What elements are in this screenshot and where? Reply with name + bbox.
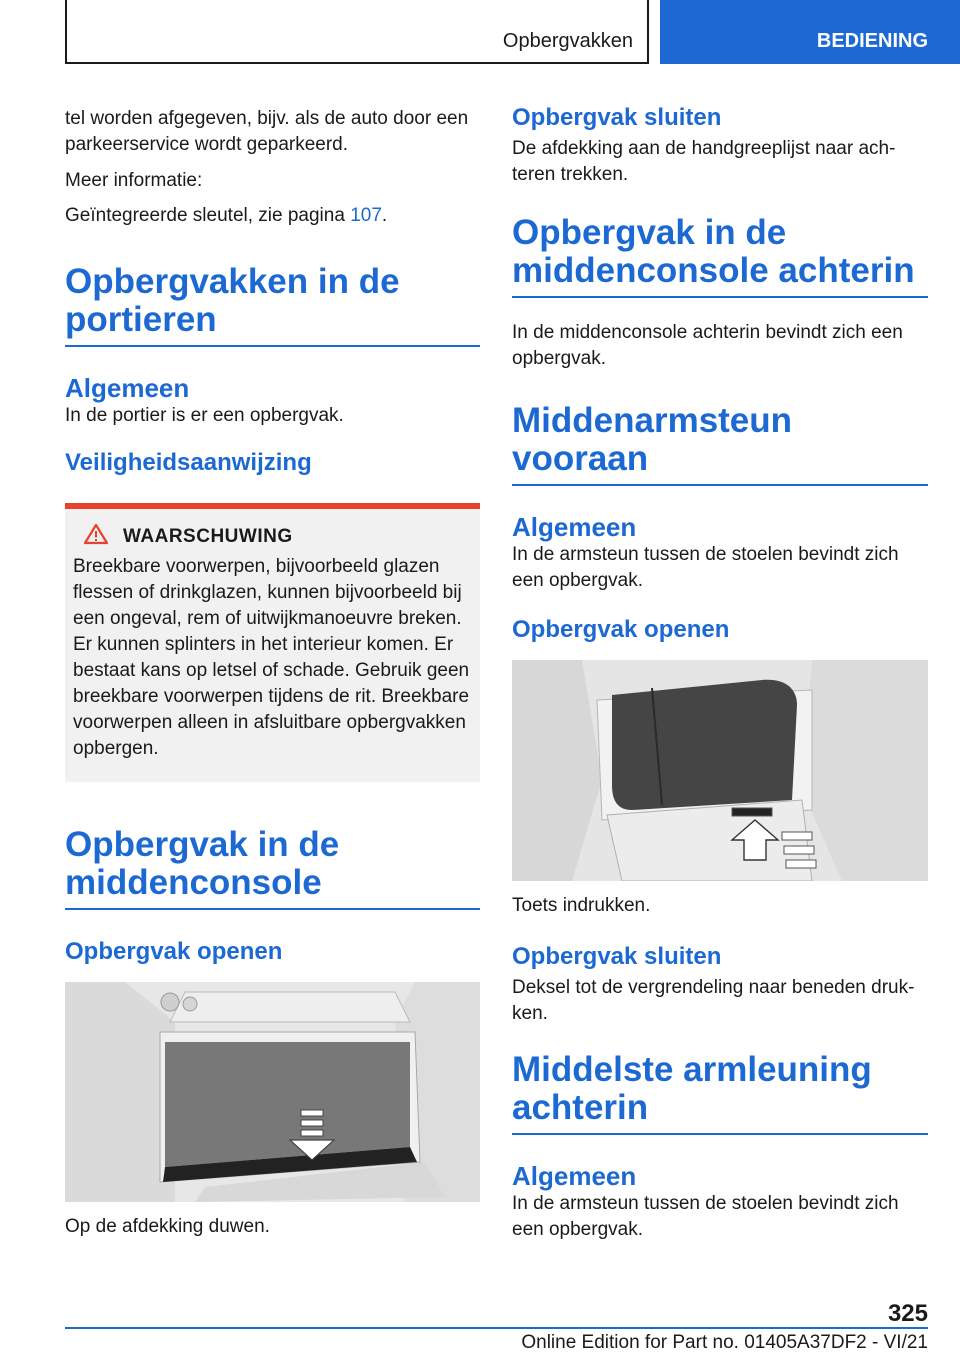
rear-armrest-text: In de armsteun tussen de stoelen bevindt zich een opbergvak. [512, 1193, 899, 1240]
console-compartment-photo [65, 982, 480, 1202]
key-reference-text: Geïntegreerde sleutel, zie pagina [65, 205, 351, 226]
close-armrest-text: Deksel tot de vergrendeling naar beneden drukken. [512, 977, 915, 1024]
armrest-photo [512, 660, 928, 881]
heading-safety: Veiligheidsaanwijzing [65, 449, 312, 476]
heading-rear-armrest: Middelste armleuning achterin [512, 1051, 928, 1135]
page-number: 325 [887, 1300, 928, 1327]
warning-box [65, 503, 480, 782]
heading-close-armrest: Opbergvak sluiten [512, 943, 722, 970]
open-console-caption: Op de afdekking duwen. [65, 1216, 270, 1237]
page-link-107[interactable]: 107 [350, 205, 382, 226]
left-column [65, 100, 480, 1240]
heading-open-console: Opbergvak openen [65, 938, 283, 965]
heading-open-armrest: Opbergvak openen [512, 616, 730, 643]
header-section-box [65, 0, 649, 64]
warning-triangle-icon [83, 523, 109, 550]
key-reference-end: . [381, 205, 388, 226]
heading-front-armrest: Middenarmsteun vooraan [512, 402, 928, 486]
open-armrest-caption: Toets indrukken. [512, 895, 651, 916]
warning-title: WAARSCHUWING [123, 525, 293, 547]
heading-door-compartments: Opbergvakken in de portieren [65, 263, 480, 347]
heading-general-rear-armrest: Algemeen [512, 1161, 637, 1191]
edition-footer: Online Edition for Part no. 01405A37DF2 - VI/21 [521, 1332, 928, 1353]
warning-header [73, 523, 472, 550]
heading-center-console: Opbergvak in de middenconsole [65, 826, 480, 910]
key-reference [65, 203, 480, 229]
section-title: Opbergvakken [502, 30, 633, 52]
front-armrest-text: In de armsteun tussen de stoelen bevindt zich een opbergvak. [512, 544, 899, 591]
more-info-label: Meer informatie: [65, 170, 203, 191]
doors-text: In de portier is er een opbergvak. [65, 405, 344, 426]
heading-close-console: Opbergvak sluiten [512, 104, 722, 131]
chapter-tab [660, 0, 960, 64]
intro-text: tel worden afgegeven, bijv. als de auto door een parkeerservice wordt geparkeerd. [65, 108, 469, 155]
console-rear-text: In de middenconsole achterin bevindt zich een opbergvak. [512, 322, 903, 369]
heading-console-rear: Opbergvak in de middenconsole achterin [512, 214, 928, 298]
warning-text: Breekbare voorwerpen, bijvoorbeeld glazen flessen of drinkglazen, kunnen bijvoorbeeld bij een ongeval, rem of uitwijkmanoeuvre breken. Er kunnen splinters in het interieur komen. Er bestaat kans op letsel of schade. Gebruik geen breekbare voorwerpen tijdens de rit. Breekbare voorwerpen alleen in afsluitbare opbergvakken opbergen. [73, 556, 470, 759]
footer-divider [65, 1327, 928, 1329]
close-console-text: De afdekking aan de handgreeplijst naar achteren trekken. [512, 138, 896, 185]
chapter-title: BEDIENING [816, 30, 928, 52]
heading-general-doors: Algemeen [65, 373, 190, 403]
heading-general-front-armrest: Algemeen [512, 512, 637, 542]
right-column [512, 100, 928, 1243]
